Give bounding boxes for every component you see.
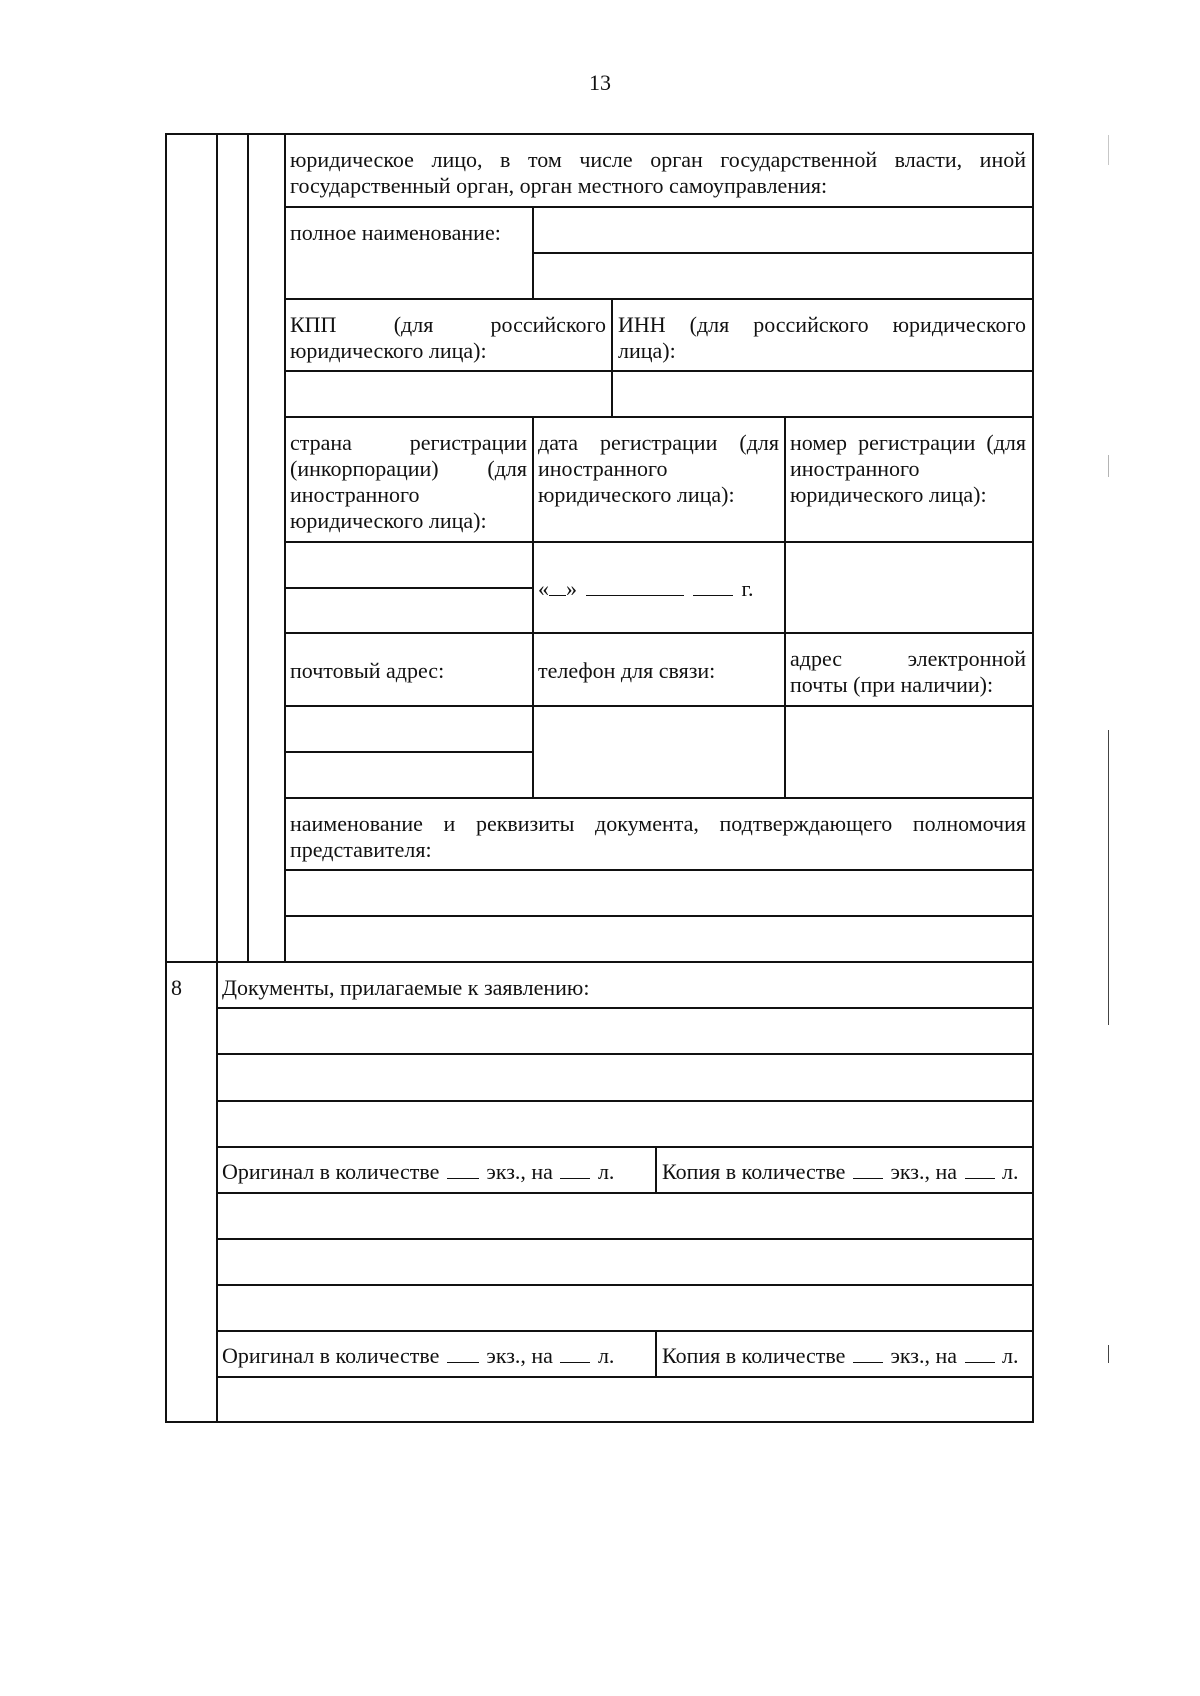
email-label-line1: адрес электронной: [790, 646, 1026, 671]
original-prefix: Оригинал в количестве: [222, 1343, 440, 1368]
email-label-line2: почты (при наличии):: [790, 672, 994, 697]
kpp-label-line1: КПП (для российского: [290, 312, 606, 337]
original-copies-blank[interactable]: [447, 1342, 479, 1363]
copy-prefix: Копия в количестве: [662, 1159, 846, 1184]
table-top-border: [165, 133, 1034, 135]
document-field-7[interactable]: [218, 1378, 1031, 1420]
year-suffix: г.: [741, 576, 754, 601]
authority-doc-field-2[interactable]: [286, 917, 1031, 961]
copy-sheets-blank[interactable]: [965, 1158, 995, 1179]
document-field-2[interactable]: [218, 1055, 1031, 1099]
inn-label-line2: лица):: [618, 338, 676, 363]
reg-date-label-line2: иностранного: [538, 456, 668, 481]
copy-count-row-2: [662, 1342, 1019, 1370]
authority-doc-field-1[interactable]: [286, 871, 1031, 915]
phone-label: телефон для связи:: [538, 658, 716, 683]
copy-prefix: Копия в количестве: [662, 1343, 846, 1368]
reg-number-label-line3: юридического лица):: [790, 482, 987, 507]
full-name-field-1[interactable]: [534, 208, 1031, 252]
cell-divider: [655, 1146, 657, 1192]
original-count-row-1: [222, 1158, 614, 1186]
page-number: 13: [589, 70, 611, 95]
section-number-8: 8: [171, 975, 182, 1000]
reg-number-field[interactable]: [786, 543, 1031, 632]
documents-title: Документы, прилагаемые к заявлению:: [222, 975, 590, 1000]
copy-count-row-1: [662, 1158, 1019, 1186]
scan-mark: [1108, 1345, 1109, 1363]
country-field-2[interactable]: [286, 589, 531, 632]
document-field-5[interactable]: [218, 1240, 1031, 1284]
original-sheets-blank[interactable]: [560, 1158, 590, 1179]
reg-date-label-line3: юридического лица):: [538, 482, 735, 507]
row-divider: [216, 1330, 1034, 1332]
full-name-field-2[interactable]: [534, 254, 1031, 298]
scan-mark: [1108, 135, 1109, 165]
row-divider: [284, 416, 1034, 418]
date-open-quote: «: [538, 576, 549, 601]
country-field-1[interactable]: [286, 543, 531, 586]
copy-suffix: л.: [1002, 1343, 1019, 1368]
original-prefix: Оригинал в количестве: [222, 1159, 440, 1184]
table-left-border: [165, 133, 167, 1423]
original-sheets-blank[interactable]: [560, 1342, 590, 1363]
document-field-6[interactable]: [218, 1286, 1031, 1330]
country-label-line2: (инкорпорации) (для: [290, 456, 527, 481]
document-field-4[interactable]: [218, 1194, 1031, 1238]
document-field-1[interactable]: [218, 1009, 1031, 1053]
postal-address-label: почтовый адрес:: [290, 658, 445, 683]
kpp-label-line2: юридического лица):: [290, 338, 487, 363]
day-blank[interactable]: [549, 575, 566, 596]
country-label-line4: юридического лица):: [290, 508, 487, 533]
month-blank[interactable]: [586, 575, 684, 596]
email-field[interactable]: [786, 707, 1031, 797]
legal-entity-intro-line1: юридическое лицо, в том числе орган государственной власти, иной: [290, 147, 1026, 172]
postal-address-field-1[interactable]: [286, 707, 531, 750]
reg-date-field[interactable]: [538, 575, 754, 603]
cell-divider: [655, 1330, 657, 1376]
scan-mark: [1108, 730, 1109, 1025]
reg-number-label-line2: иностранного: [790, 456, 920, 481]
inn-label-line1: ИНН (для российского юридического: [618, 312, 1026, 337]
authority-doc-label-line2: представителя:: [290, 837, 432, 862]
kpp-field[interactable]: [286, 372, 610, 416]
authority-doc-label-line1: наименование и реквизиты документа, подтверждающего полномочия: [290, 811, 1026, 836]
row-divider: [216, 1146, 1034, 1148]
full-name-label: полное наименование:: [290, 220, 501, 245]
original-copies-blank[interactable]: [447, 1158, 479, 1179]
phone-field[interactable]: [534, 707, 783, 797]
copy-copies-blank[interactable]: [853, 1342, 883, 1363]
table-right-border: [1032, 133, 1034, 1423]
original-suffix: л.: [597, 1343, 615, 1368]
section-divider: [165, 961, 1034, 963]
copy-mid: экз., на: [890, 1159, 958, 1184]
copy-sheets-blank[interactable]: [965, 1342, 995, 1363]
country-label-line3: иностранного: [290, 482, 420, 507]
row-divider: [284, 298, 1034, 300]
country-label-line1: страна регистрации: [290, 430, 527, 455]
copy-copies-blank[interactable]: [853, 1158, 883, 1179]
original-count-row-2: [222, 1342, 614, 1370]
document-field-3[interactable]: [218, 1102, 1031, 1146]
original-mid: экз., на: [486, 1159, 553, 1184]
scan-mark: [1108, 455, 1109, 477]
legal-entity-intro-line2: государственный орган, орган местного самоуправления:: [290, 173, 828, 198]
date-close-quote: »: [566, 576, 577, 601]
original-mid: экз., на: [486, 1343, 553, 1368]
inn-field[interactable]: [613, 372, 1031, 416]
reg-number-label-line1: номер регистрации (для: [790, 430, 1026, 455]
postal-address-field-2[interactable]: [286, 753, 531, 797]
copy-suffix: л.: [1002, 1159, 1019, 1184]
indent-column-border: [247, 133, 249, 962]
row-divider: [284, 797, 1034, 799]
reg-date-label-line1: дата регистрации (для: [538, 430, 779, 455]
table-bottom-border: [165, 1421, 1034, 1423]
copy-mid: экз., на: [890, 1343, 958, 1368]
year-blank[interactable]: [693, 575, 733, 596]
row-divider: [284, 632, 1034, 634]
original-suffix: л.: [597, 1159, 615, 1184]
